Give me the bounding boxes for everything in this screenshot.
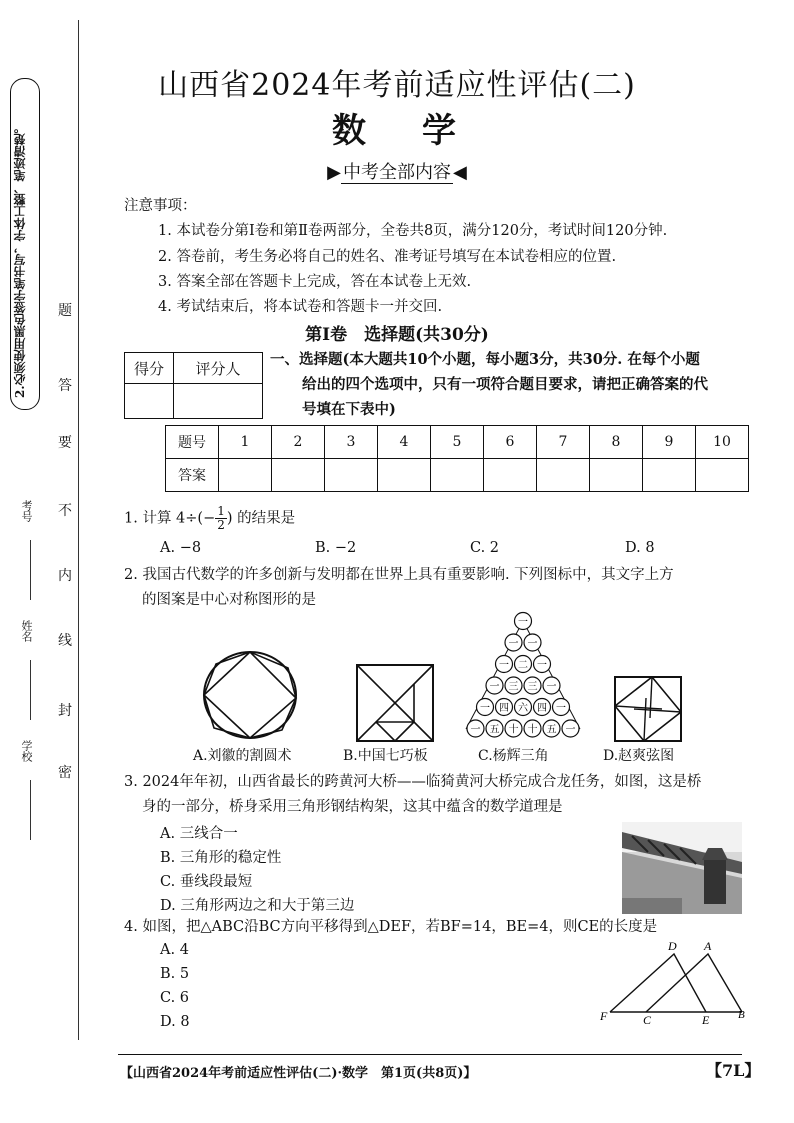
instruction-1: 1. 本试卷分第Ⅰ卷和第Ⅱ卷两部分，全卷共8页，满分120分，考试时间120分钟. bbox=[158, 223, 668, 239]
q1-stem bbox=[124, 505, 295, 532]
label-name: 姓名 bbox=[20, 620, 33, 642]
answer-cell[interactable] bbox=[272, 459, 325, 492]
q1-stem-suffix: ) 的结果是 bbox=[226, 510, 296, 527]
label-c: C bbox=[643, 1013, 652, 1027]
label-d: D bbox=[668, 939, 677, 953]
q1-option-b[interactable]: B. −2 bbox=[315, 540, 357, 556]
scope-label: ▶ 中考全部内容 ◀ bbox=[327, 162, 467, 183]
figure-c-yanghui-triangle bbox=[456, 610, 590, 740]
fill-line-2 bbox=[30, 660, 31, 720]
seal-char-6: 线 bbox=[58, 633, 72, 649]
section1-heading: 第Ⅰ卷 选择题(共30分) bbox=[305, 325, 489, 345]
seal-char-1: 题 bbox=[58, 303, 72, 319]
triangle-node-label: 一 bbox=[508, 638, 519, 650]
triangle-node-label: 四 bbox=[537, 703, 547, 714]
fill-line-1 bbox=[30, 540, 31, 600]
q4-option-b[interactable]: B. 5 bbox=[160, 966, 190, 982]
triangle-node-label: 三 bbox=[527, 681, 538, 693]
answer-table-number: 7 bbox=[537, 426, 590, 459]
label-e: E bbox=[702, 1013, 710, 1027]
triangle-node-label: 一 bbox=[537, 660, 547, 671]
q1-stem-prefix: 1. 计算 4÷(− bbox=[124, 510, 216, 527]
q2-caption-a[interactable]: A.刘徽的割圆术 bbox=[193, 748, 292, 764]
label-a: A bbox=[704, 939, 712, 953]
answer-table-row-label: 题号 bbox=[166, 426, 219, 459]
figure-d-zhaoshuang-diagram bbox=[614, 676, 682, 742]
answer-table bbox=[165, 425, 749, 492]
subject-title: 数学 bbox=[332, 111, 512, 151]
q2-caption-d[interactable]: D.赵爽弦图 bbox=[603, 748, 675, 764]
q1-option-a[interactable]: A. −8 bbox=[160, 540, 202, 556]
footer-rule bbox=[118, 1054, 742, 1055]
answer-table-number: 2 bbox=[272, 426, 325, 459]
answer-table-number: 5 bbox=[431, 426, 484, 459]
q3-option-b[interactable]: B. 三角形的稳定性 bbox=[160, 850, 282, 866]
answer-table-number: 9 bbox=[643, 426, 696, 459]
paper-code: 【7L】 bbox=[706, 1061, 761, 1080]
triangle-node-label: 一 bbox=[470, 724, 481, 736]
answer-table-number: 10 bbox=[696, 426, 749, 459]
triangle-node-label: 一 bbox=[499, 660, 509, 671]
scope-text: 中考全部内容 bbox=[343, 162, 451, 183]
seal-char-8: 密 bbox=[58, 765, 72, 781]
q2-caption-b[interactable]: B.中国七巧板 bbox=[343, 748, 428, 764]
q2-stem-line2: 的图案是中心对称图形的是 bbox=[142, 592, 316, 608]
triangle-node-label: 二 bbox=[518, 660, 528, 671]
answer-table-number: 1 bbox=[219, 426, 272, 459]
instruction-4: 4. 考试结束后，将本试卷和答题卡一并交回. bbox=[158, 299, 443, 315]
footer-text: 【山西省2024年考前适应性评估(二)·数学 第1页(共8页)】 bbox=[120, 1066, 477, 1081]
q1-fraction bbox=[215, 505, 227, 532]
instruction-3: 3. 答案全部在答题卡上完成，答在本试卷上无效. bbox=[158, 274, 472, 290]
q1-option-c[interactable]: C. 2 bbox=[470, 540, 500, 556]
figure-bridge-photo bbox=[622, 822, 742, 914]
triangle-node-label: 六 bbox=[518, 703, 528, 714]
fill-line-3 bbox=[30, 780, 31, 840]
q1-option-d[interactable]: D. 8 bbox=[625, 540, 655, 556]
score-table-header-grader: 评分人 bbox=[174, 353, 263, 384]
score-cell[interactable] bbox=[125, 384, 174, 419]
answer-cell[interactable] bbox=[219, 459, 272, 492]
answer-table-number: 8 bbox=[590, 426, 643, 459]
label-exam-number: 考号 bbox=[20, 500, 33, 522]
seal-char-4: 不 bbox=[58, 503, 72, 519]
triangle-node-label: 三 bbox=[508, 681, 519, 693]
answer-table-row-label: 答案 bbox=[166, 459, 219, 492]
q4-stem: 4. 如图，把△ABC沿BC方向平移得到△DEF，若BF=14，BE=4，则CE的长度是 bbox=[124, 919, 658, 935]
section1-intro bbox=[270, 347, 708, 422]
q3-option-a[interactable]: A. 三线合一 bbox=[160, 826, 238, 842]
q2-stem-line1: 2. 我国古代数学的许多创新与发明都在世界上具有重要影响. 下列图标中，其文字上方 bbox=[124, 567, 674, 583]
figure-q4-translation bbox=[596, 938, 752, 1028]
q1-frac-den: 2 bbox=[217, 518, 225, 532]
q4-option-d[interactable]: D. 8 bbox=[160, 1014, 190, 1030]
triangle-node-label: 四 bbox=[499, 703, 509, 714]
triangle-node-label: 一 bbox=[480, 703, 490, 714]
triangle-node-label: 一 bbox=[565, 724, 576, 736]
answer-cell[interactable] bbox=[590, 459, 643, 492]
triangle-node-label: 一 bbox=[518, 617, 528, 628]
score-table bbox=[124, 352, 263, 419]
answer-table-number: 4 bbox=[378, 426, 431, 459]
q4-option-c[interactable]: C. 6 bbox=[160, 990, 190, 1006]
triangle-node-label: 十 bbox=[508, 724, 519, 736]
q3-option-c[interactable]: C. 垂线段最短 bbox=[160, 874, 253, 890]
triangle-node-label: 一 bbox=[527, 638, 538, 650]
figure-a-circle-cutting bbox=[200, 650, 300, 740]
q3-option-d[interactable]: D. 三角形两边之和大于第三边 bbox=[160, 898, 355, 914]
seal-char-2: 答 bbox=[58, 378, 72, 394]
section1-intro-line3: 号填在下表中) bbox=[302, 401, 396, 418]
triangle-node-label: 五 bbox=[489, 724, 500, 736]
answer-cell[interactable] bbox=[431, 459, 484, 492]
label-b: B bbox=[738, 1009, 745, 1021]
answer-cell[interactable] bbox=[696, 459, 749, 492]
figure-b-tangram bbox=[356, 664, 434, 742]
q3-stem-line1: 3. 2024年年初，山西省最长的跨黄河大桥——临猗黄河大桥完成合龙任务，如图，这是桥 bbox=[124, 774, 702, 790]
notice-text: 2.必须使用黑色签字笔书写，字体工整、笔迹清楚。 bbox=[13, 121, 27, 398]
label-f: F bbox=[600, 1009, 608, 1023]
answer-cell[interactable] bbox=[325, 459, 378, 492]
triangle-node-label: 十 bbox=[527, 724, 538, 736]
seal-char-3: 要 bbox=[58, 435, 72, 451]
q2-caption-c[interactable]: C.杨辉三角 bbox=[478, 748, 549, 764]
instructions-heading: 注意事项： bbox=[124, 198, 197, 214]
triangle-node-label: 一 bbox=[489, 681, 500, 693]
q3-stem-line2: 身的一部分，桥身采用三角形钢结构架，这其中蕴含的数学道理是 bbox=[142, 799, 563, 815]
section1-intro-line2: 给出的四个选项中，只有一项符合题目要求，请把正确答案的代 bbox=[302, 376, 708, 393]
seal-char-5: 内 bbox=[58, 568, 72, 584]
answer-cell[interactable] bbox=[643, 459, 696, 492]
seal-char-7: 封 bbox=[58, 703, 72, 719]
answer-cell[interactable] bbox=[537, 459, 590, 492]
instruction-2: 2. 答卷前，考生务必将自己的姓名、准考证号填写在本试卷相应的位置. bbox=[158, 249, 617, 265]
label-school: 学校 bbox=[20, 740, 33, 762]
grader-cell[interactable] bbox=[174, 384, 263, 419]
q1-frac-num: 1 bbox=[217, 504, 225, 518]
section1-intro-line1: 一、选择题(本大题共10个小题，每小题3分，共30分. 在每个小题 bbox=[270, 351, 700, 368]
score-table-header-score: 得分 bbox=[125, 353, 174, 384]
answer-cell[interactable] bbox=[484, 459, 537, 492]
answer-table-number: 6 bbox=[484, 426, 537, 459]
triangle-node-label: 一 bbox=[556, 703, 566, 714]
answer-cell[interactable] bbox=[378, 459, 431, 492]
triangle-node-label: 一 bbox=[546, 681, 557, 693]
q4-option-a[interactable]: A. 4 bbox=[160, 942, 189, 958]
answer-table-number: 3 bbox=[325, 426, 378, 459]
exam-title: 山西省2024年考前适应性评估(二) bbox=[158, 68, 636, 103]
triangle-node-label: 五 bbox=[546, 724, 557, 736]
